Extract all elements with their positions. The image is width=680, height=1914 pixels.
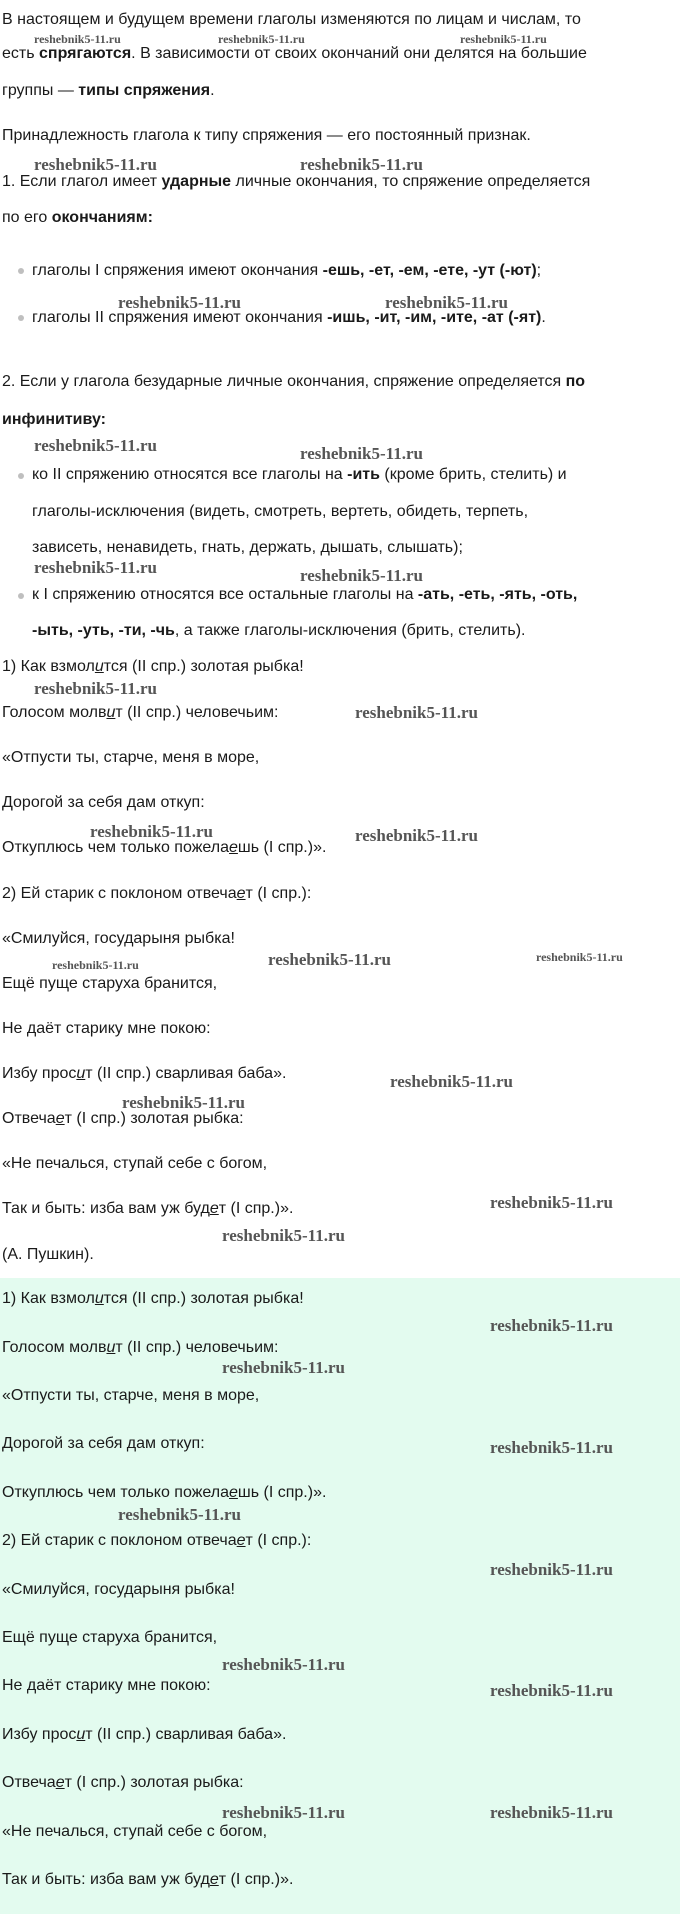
watermark: reshebnik5-11.ru: [34, 155, 157, 174]
watermark: reshebnik5-11.ru: [34, 679, 157, 698]
watermark: reshebnik5-11.ru: [490, 1316, 613, 1335]
intro-line-2: есть спрягаются. В зависимости от своих окончаний они делятся на большие: [2, 45, 587, 62]
answer-line-7: «Смилуйся, государыня рыбка!: [2, 1581, 235, 1598]
watermark: reshebnik5-11.ru: [222, 1655, 345, 1674]
watermark: reshebnik5-11.ru: [34, 436, 157, 455]
rule2-item-2-line-1: к I спряжению относятся все остальные глаголы на -ать, -еть, -ять, -оть,: [32, 586, 578, 603]
watermark: reshebnik5-11.ru: [490, 1681, 613, 1700]
watermark: reshebnik5-11.ru: [490, 1560, 613, 1579]
watermark: reshebnik5-11.ru: [385, 293, 508, 312]
bullet-icon: [18, 315, 24, 321]
rule2-item-1-line-2: глаголы-исключения (видеть, смотреть, вертеть, обидеть, терпеть,: [32, 503, 529, 520]
watermark: reshebnik5-11.ru: [122, 1093, 245, 1112]
watermark: reshebnik5-11.ru: [52, 958, 139, 972]
poem-line-13: Так и быть: изба вам уж будет (I спр.)».: [2, 1200, 294, 1217]
rule1-item-2: глаголы II спряжения имеют окончания -ишь, -ит, -им, -ите, -ат (-ят).: [32, 309, 546, 326]
watermark: reshebnik5-11.ru: [300, 566, 423, 585]
watermark: reshebnik5-11.ru: [300, 444, 423, 463]
poem-line-6: 2) Ей старик с поклоном отвечает (I спр.):: [2, 885, 312, 902]
rule2-line-1: 2. Если у глагола безударные личные окончания, спряжение определяется по: [2, 373, 586, 390]
watermark: reshebnik5-11.ru: [118, 1505, 241, 1524]
watermark: reshebnik5-11.ru: [355, 826, 478, 845]
watermark: reshebnik5-11.ru: [222, 1803, 345, 1822]
answer-line-9: Не даёт старику мне покою:: [2, 1677, 211, 1694]
poem-line-7: «Смилуйся, государыня рыбка!: [2, 930, 235, 947]
rule1-line-1: 1. Если глагол имеет ударные личные окончания, то спряжение определяется: [2, 173, 591, 190]
watermark: reshebnik5-11.ru: [34, 558, 157, 577]
poem-line-12: «Не печалься, ступай себе с богом,: [2, 1155, 268, 1172]
answer-line-5: Откуплюсь чем только пожелаешь (I спр.)».: [2, 1484, 327, 1501]
answer-line-12: «Не печалься, ступай себе с богом,: [2, 1823, 268, 1840]
watermark: reshebnik5-11.ru: [118, 293, 241, 312]
poem-line-2: Голосом молвит (II спр.) человечьим:: [2, 704, 279, 721]
poem-line-5: Откуплюсь чем только пожелаешь (I спр.)».: [2, 839, 327, 856]
rule2-item-1-line-3: зависеть, ненавидеть, гнать, держать, дышать, слышать);: [32, 539, 463, 556]
bullet-icon: [18, 268, 24, 274]
poem-line-3: «Отпусти ты, старче, меня в море,: [2, 749, 260, 766]
watermark: reshebnik5-11.ru: [34, 32, 121, 46]
watermark: reshebnik5-11.ru: [490, 1438, 613, 1457]
answer-line-8: Ещё пуще старуха бранится,: [2, 1629, 218, 1646]
watermark: reshebnik5-11.ru: [222, 1358, 345, 1377]
watermark: reshebnik5-11.ru: [222, 1226, 345, 1245]
watermark: reshebnik5-11.ru: [90, 822, 213, 841]
rule1-line-2: по его окончаниям:: [2, 209, 153, 226]
poem-line-11: Отвечает (I спр.) золотая рыбка:: [2, 1110, 244, 1127]
watermark: reshebnik5-11.ru: [460, 32, 547, 46]
watermark: reshebnik5-11.ru: [536, 950, 623, 964]
answer-line-3: «Отпусти ты, старче, меня в море,: [2, 1387, 260, 1404]
poem-line-10: Избу просит (II спр.) сварливая баба».: [2, 1065, 287, 1082]
watermark: reshebnik5-11.ru: [490, 1193, 613, 1212]
watermark: reshebnik5-11.ru: [490, 1803, 613, 1822]
poem-line-4: Дорогой за себя дам откуп:: [2, 794, 205, 811]
poem-line-1: 1) Как взмолится (II спр.) золотая рыбка!: [2, 658, 304, 675]
answer-line-1: 1) Как взмолится (II спр.) золотая рыбка!: [2, 1290, 304, 1307]
rule2-line-2: инфинитиву:: [2, 411, 106, 428]
intro-line-3: группы — типы спряжения.: [2, 82, 215, 99]
poem-line-8: Ещё пуще старуха бранится,: [2, 975, 218, 992]
intro-line-4: Принадлежность глагола к типу спряжения — его постоянный признак.: [2, 127, 531, 144]
answer-line-11: Отвечает (I спр.) золотая рыбка:: [2, 1774, 244, 1791]
intro-line-1: В настоящем и будущем времени глаголы изменяются по лицам и числам, то: [2, 11, 581, 28]
watermark: reshebnik5-11.ru: [218, 32, 305, 46]
rule2-item-1-line-1: ко II спряжению относятся все глаголы на -ить (кроме брить, стелить) и: [32, 466, 567, 483]
bullet-icon: [18, 473, 24, 479]
poem-author: (А. Пушкин).: [2, 1246, 94, 1263]
rule2-item-2-line-2: -ыть, -уть, -ти, -чь, а также глаголы-исключения (брить, стелить).: [32, 622, 526, 639]
poem-line-9: Не даёт старику мне покою:: [2, 1020, 211, 1037]
answer-line-4: Дорогой за себя дам откуп:: [2, 1435, 205, 1452]
answer-line-2: Голосом молвит (II спр.) человечьим:: [2, 1339, 279, 1356]
watermark: reshebnik5-11.ru: [355, 703, 478, 722]
rule1-item-1: глаголы I спряжения имеют окончания -ешь, -ет, -ем, -ете, -ут (-ют);: [32, 262, 542, 279]
bullet-icon: [18, 593, 24, 599]
watermark: reshebnik5-11.ru: [300, 155, 423, 174]
answer-line-10: Избу просит (II спр.) сварливая баба».: [2, 1726, 287, 1743]
watermark: reshebnik5-11.ru: [268, 950, 391, 969]
answer-line-6: 2) Ей старик с поклоном отвечает (I спр.):: [2, 1532, 312, 1549]
watermark: reshebnik5-11.ru: [390, 1072, 513, 1091]
answer-line-13: Так и быть: изба вам уж будет (I спр.)».: [2, 1871, 294, 1888]
